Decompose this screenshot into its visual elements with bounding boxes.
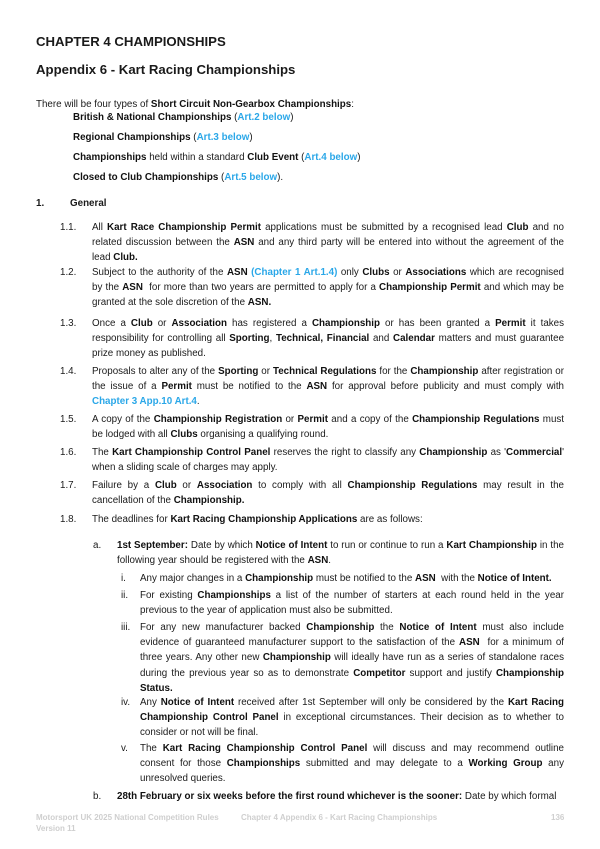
footer-left: Motorsport UK 2025 National Competition Rules Version 11 [36, 813, 219, 833]
clause-1-8-a-i: i. Any major changes in a Championship must be notified to the ASN with the Notice of Intent. [121, 573, 552, 584]
clause-1-2: 1.2. Subject to the authority of the ASN (Chapter 1 Art.1.4) only Clubs or Associations which are recognised by the ASN for more than two years are permitted to apply for a Championship Permit and which may be granted at the sole discretion of the ASN. [60, 267, 564, 309]
chapter-title: CHAPTER 4 CHAMPIONSHIPS [36, 34, 226, 49]
clause-1-8-a-iii: iii. For any new manufacturer backed Championship the Notice of Intent must also include evidence of guaranteed manufacturer support to the satisfaction of the ASN for a minimum of three years. Any other new Championship will ideally have run as a series of standalone races during the previous year so as to demonstrate Competitor support and justify Championship Status. [121, 622, 565, 694]
footer-center: Chapter 4 Appendix 6 - Kart Racing Championships [241, 813, 438, 822]
appendix-title: Appendix 6 - Kart Racing Championships [36, 62, 296, 77]
clause-1-8-a-ii: ii. For existing Championships a list of the number of starters at each round held in the year previous to the year of application must also be submitted. [121, 590, 564, 617]
link-art4[interactable]: Art.4 below [304, 152, 358, 163]
type-club-event: Championships held within a standard Club Event (Art.4 below) [73, 152, 361, 163]
link-chapter3-app10-art4[interactable]: Chapter 3 App.10 Art.4 [92, 396, 197, 408]
clause-1-8-a-iv: iv. Any Notice of Intent received after 1st September will only be considered by the Kart Racing Championship Control Panel in exceptional circumstances. Their decision as to whether to consider or not will be final. [121, 697, 564, 739]
section-heading-general: 1. General [36, 198, 107, 209]
link-art3[interactable]: Art.3 below [196, 132, 250, 143]
link-chapter1-art1-4[interactable]: (Chapter 1 Art.1.4) [251, 267, 338, 278]
intro-paragraph: There will be four types of Short Circuit Non-Gearbox Championships: [36, 99, 354, 110]
link-art2[interactable]: Art.2 below [237, 112, 291, 123]
type-closed-club: Closed to Club Championships (Art.5 below). [73, 172, 284, 183]
clause-1-7: 1.7. Failure by a Club or Association to comply with all Championship Regulations may result in the cancellation of the Championship. [60, 480, 564, 507]
clause-1-8-a-v: v. The Kart Racing Championship Control Panel will discuss and may recommend outline consent for those Championships submitted and may delegate to a Working Group any unresolved queries. [121, 743, 564, 785]
clause-1-1: 1.1. All Kart Race Championship Permit applications must be submitted by a recognised lead Club and no related discussion between the ASN and any third party will be entered into without the agreement of the lead Club. [60, 222, 564, 264]
clause-1-8-b: b. 28th February or six weeks before the first round whichever is the sooner: Date by which formal [93, 791, 557, 802]
clause-1-4: 1.4. Proposals to alter any of the Sporting or Technical Regulations for the Championship after registration or the issue of a Permit must be notified to the ASN for approval before publicity and must comply with Chapter 3 App.10 Art.4. [60, 366, 565, 408]
clause-1-3: 1.3. Once a Club or Association has registered a Championship or has been granted a Permit it takes responsibility for controlling all Sporting, Technical, Financial and Calendar matters and must guarantee prize money as published. [60, 318, 565, 360]
clause-1-8-a: a. 1st September: Date by which Notice of Intent to run or continue to run a Kart Championship in the following year should be registered with the ASN. [93, 540, 565, 567]
page-number: 136 [551, 813, 565, 822]
link-art5[interactable]: Art.5 below [224, 172, 278, 183]
clause-1-5: 1.5. A copy of the Championship Registration or Permit and a copy of the Championship Regulations must be lodged with all Clubs organising a qualifying round. [60, 414, 565, 441]
clause-1-6: 1.6. The Kart Championship Control Panel reserves the right to classify any Championship as 'Commercial' when a sliding scale of charges may apply. [60, 447, 564, 474]
championship-types-list [73, 113, 360, 193]
type-british-national: British & National Championships (Art.2 below) [73, 112, 294, 123]
type-regional: Regional Championships (Art.3 below) [73, 132, 253, 143]
clause-1-8: 1.8. The deadlines for Kart Racing Championship Applications are as follows: [60, 514, 423, 525]
